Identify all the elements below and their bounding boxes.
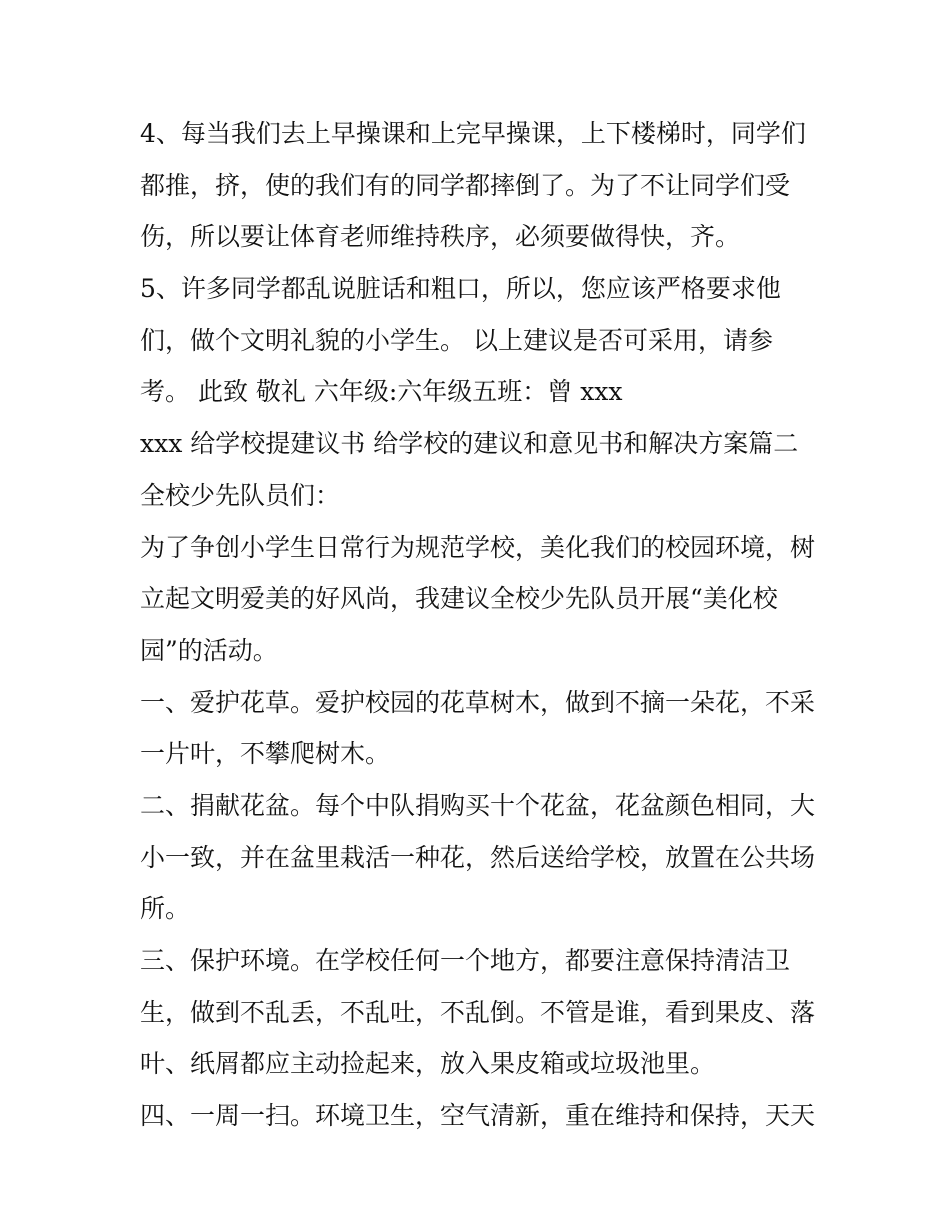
text-line: 四、一周一扫。环境卫生，空气清新，重在维持和保持，天天 [140,1101,816,1131]
text-line: 生，做到不乱丢，不乱吐，不乱倒。不管是谁，看到果皮、落 [140,997,816,1027]
text-line: 一片叶，不攀爬树木。 [140,739,391,769]
text-line: 三、保护环境。在学校任何一个地方，都要注意保持清洁卫 [140,946,791,975]
text-line: xxx 给学校提建议书 给学校的建议和意见书和解决方案篇二 [140,429,799,459]
text-line: 立起文明爱美的好风尚，我建议全校少先队员开展“美化校 [140,584,778,614]
text-line: 伤，所以要让体育老师维持秩序，必须要做得快，齐。 [140,222,741,252]
text-line: 全校少先队员们： [140,480,341,510]
document-body [140,108,830,1142]
text-line: 考。 此致 敬礼 六年级:六年级五班：曾 xxx [140,377,623,407]
text-line: 4、每当我们去上早操课和上完早操课，上下楼梯时，同学们 [140,119,806,148]
text-line: 小一致，并在盆里栽活一种花，然后送给学校，放置在公共场 [140,842,816,872]
text-line: 叶、纸屑都应主动捡起来，放入果皮箱或垃圾池里。 [140,1049,716,1079]
text-line: 5、许多同学都乱说脏话和粗口，所以，您应该严格要求他 [140,274,781,304]
text-line: 都推，挤，使的我们有的同学都摔倒了。为了不让同学们受 [140,170,791,200]
text-line: 所。 [140,894,191,924]
text-line: 园”的活动。 [140,635,278,665]
text-line: 们，做个文明礼貌的小学生。 以上建议是否可采用，请参 [140,325,773,355]
text-line: 一、爱护花草。爱护校园的花草树木，做到不摘一朵花，不采 [140,687,816,717]
text-line: 二、捐献花盆。每个中队捐购买十个花盆，花盆颜色相同，大 [140,790,816,820]
text-line: 为了争创小学生日常行为规范学校，美化我们的校园环境，树 [140,532,816,562]
